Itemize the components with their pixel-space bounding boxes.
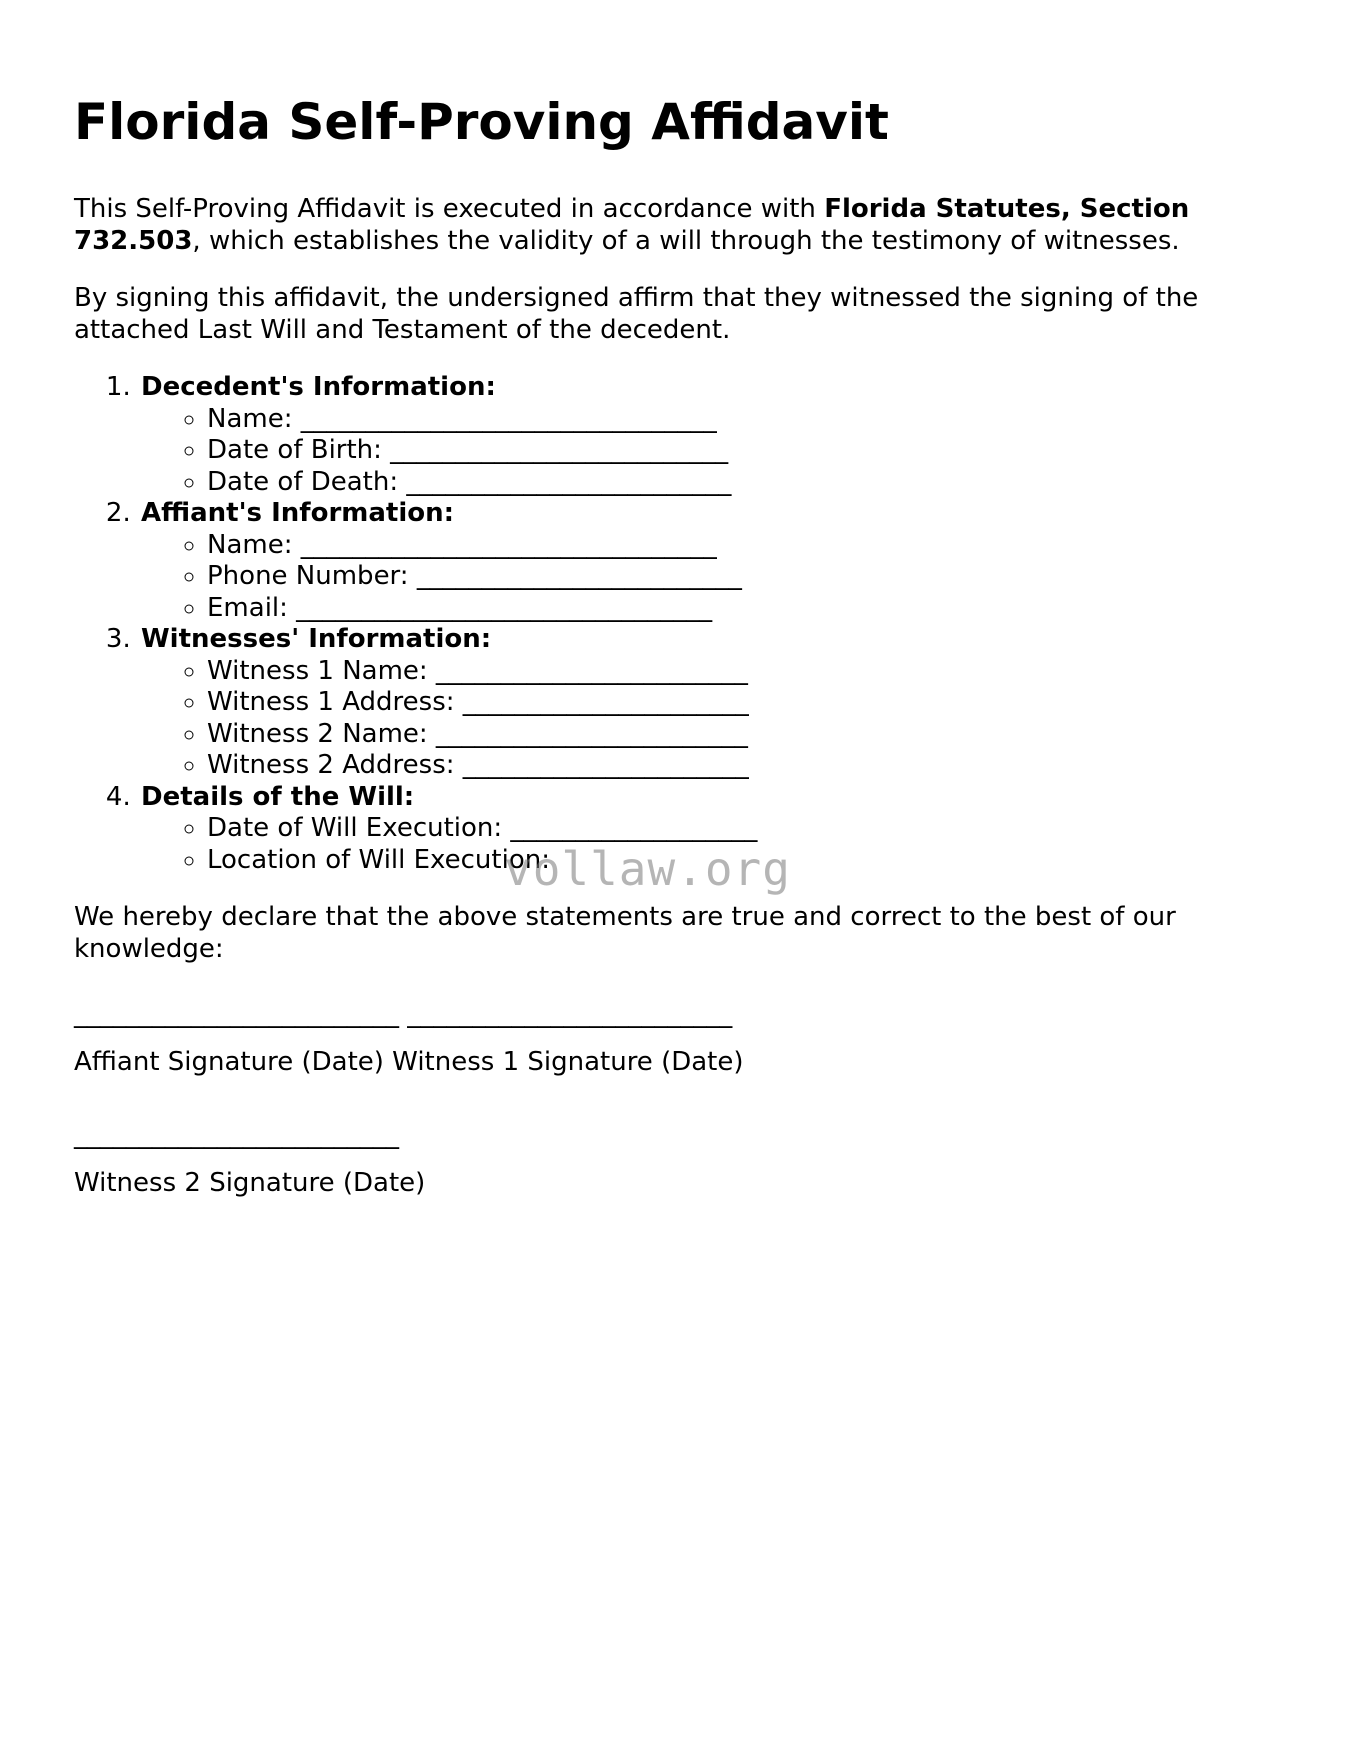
field-will-execution-date: ◦ Date of Will Execution: ___________________	[207, 813, 1274, 845]
watermark: vollaw.org	[504, 842, 791, 896]
section-will-details	[139, 782, 1274, 877]
field-decedent-name: ◦ Name: ________________________________	[207, 404, 1274, 436]
section-affiant	[139, 498, 1274, 624]
signature-line-witness2: _________________________	[74, 1120, 399, 1150]
section-heading: Decedent's Information:	[141, 372, 496, 402]
field-list	[141, 404, 1274, 499]
intro-paragraph	[74, 194, 1274, 257]
field-will-execution-location: ◦ Location of Will Execution:	[207, 845, 1274, 877]
field-witness2-address: ◦ Witness 2 Address: ______________________	[207, 750, 1274, 782]
field-witness1-address: ◦ Witness 1 Address: ______________________	[207, 687, 1274, 719]
field-decedent-death-date: ◦ Date of Death: _________________________	[207, 467, 1274, 499]
section-heading: Affiant's Information:	[141, 498, 455, 528]
signature-caption-witness2: Witness 2 Signature (Date)	[74, 1167, 426, 1198]
field-list	[141, 656, 1274, 782]
intro-text-before: This Self-Proving Affidavit is executed in accordance with	[74, 194, 825, 224]
intro-text-after: , which establishes the validity of a will through the testimony of witnesses.	[192, 225, 1180, 256]
document-title: Florida Self-Proving Affidavit	[74, 93, 889, 151]
section-witnesses	[139, 624, 1274, 782]
field-affiant-email: ◦ Email: ________________________________	[207, 593, 1274, 625]
field-affiant-phone: ◦ Phone Number: _________________________	[207, 561, 1274, 593]
signature-caption-affiant-witness1: Affiant Signature (Date) Witness 1 Signature (Date)	[74, 1046, 744, 1077]
field-list	[141, 530, 1274, 625]
field-witness2-name: ◦ Witness 2 Name: ________________________	[207, 719, 1274, 751]
affirmation-paragraph: By signing this affidavit, the undersigned affirm that they witnessed the signing of the attached Last Will and Testament of the decedent.	[74, 283, 1199, 345]
field-decedent-birth-date: ◦ Date of Birth: __________________________	[207, 435, 1274, 467]
statute-reference: Florida Statutes, Section 732.503	[74, 194, 1190, 256]
field-witness1-name: ◦ Witness 1 Name: ________________________	[207, 656, 1274, 688]
field-list	[141, 813, 1274, 876]
declaration-paragraph: We hereby declare that the above statements are true and correct to the best of our knowledge:	[74, 902, 1176, 964]
section-heading: Details of the Will:	[141, 781, 415, 812]
affidavit-document	[74, 92, 1274, 1199]
section-decedent	[139, 372, 1274, 498]
information-sections	[74, 372, 1274, 876]
section-heading: Witnesses' Information:	[141, 624, 492, 654]
signature-lines-affiant-witness1: _________________________ _________________________	[74, 999, 733, 1029]
field-affiant-name: ◦ Name: ________________________________	[207, 530, 1274, 562]
